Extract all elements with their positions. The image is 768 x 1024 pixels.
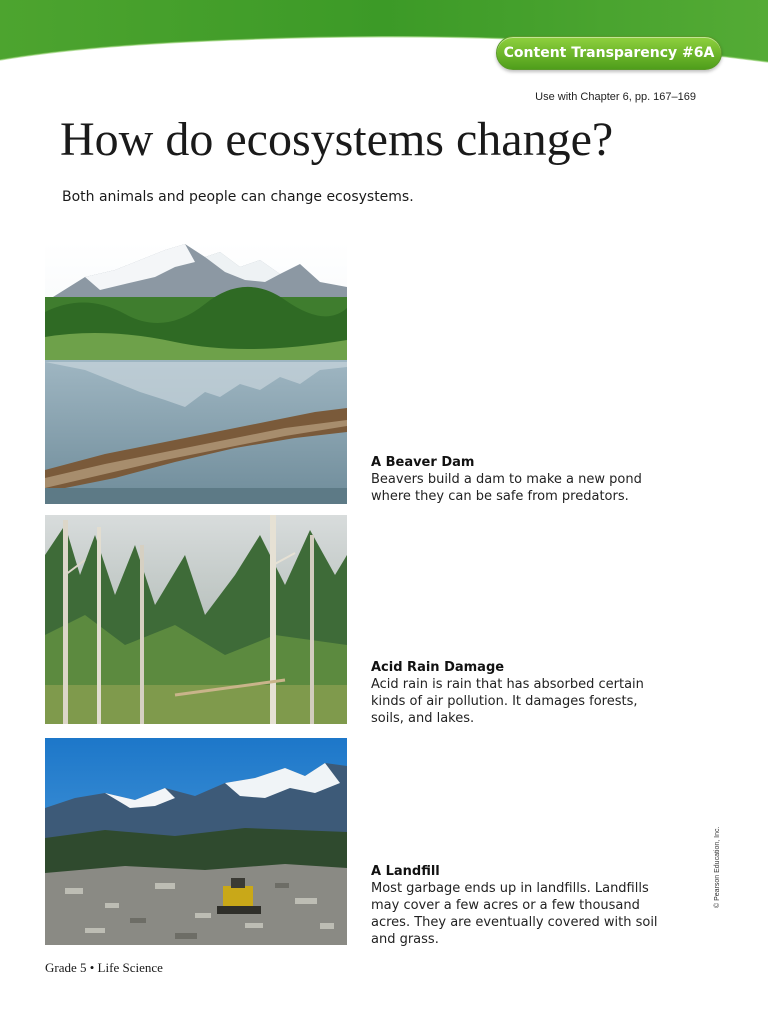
caption-text: Beavers build a dam to make a new pond where they can be safe from predators. bbox=[371, 472, 642, 504]
caption-beaver-dam bbox=[371, 455, 671, 505]
copyright-notice: © Pearson Education, Inc. bbox=[714, 826, 721, 908]
caption-heading: A Landfill bbox=[371, 864, 440, 879]
caption-heading: Acid Rain Damage bbox=[371, 660, 505, 675]
beaver-dam-photo bbox=[45, 242, 347, 504]
caption-acid-rain bbox=[371, 660, 671, 727]
page-subtitle: Both animals and people can change ecosystems. bbox=[62, 189, 414, 205]
content-transparency-badge: Content Transparency #6A bbox=[496, 36, 722, 70]
caption-text: Most garbage ends up in landfills. Landfills may cover a few acres or a few thousand acres. They are eventually covered with soil and grass. bbox=[371, 881, 658, 947]
acid-rain-forest-photo bbox=[45, 515, 347, 724]
caption-heading: A Beaver Dam bbox=[371, 455, 475, 470]
landfill-photo bbox=[45, 738, 347, 945]
caption-text: Acid rain is rain that has absorbed certain kinds of air pollution. It damages forests, soils, and lakes. bbox=[371, 677, 644, 726]
page-footer: Grade 5 • Life Science bbox=[45, 960, 163, 975]
caption-landfill bbox=[371, 864, 671, 948]
page-title: How do ecosystems change? bbox=[60, 113, 614, 166]
chapter-reference: Use with Chapter 6, pp. 167–169 bbox=[535, 91, 696, 103]
